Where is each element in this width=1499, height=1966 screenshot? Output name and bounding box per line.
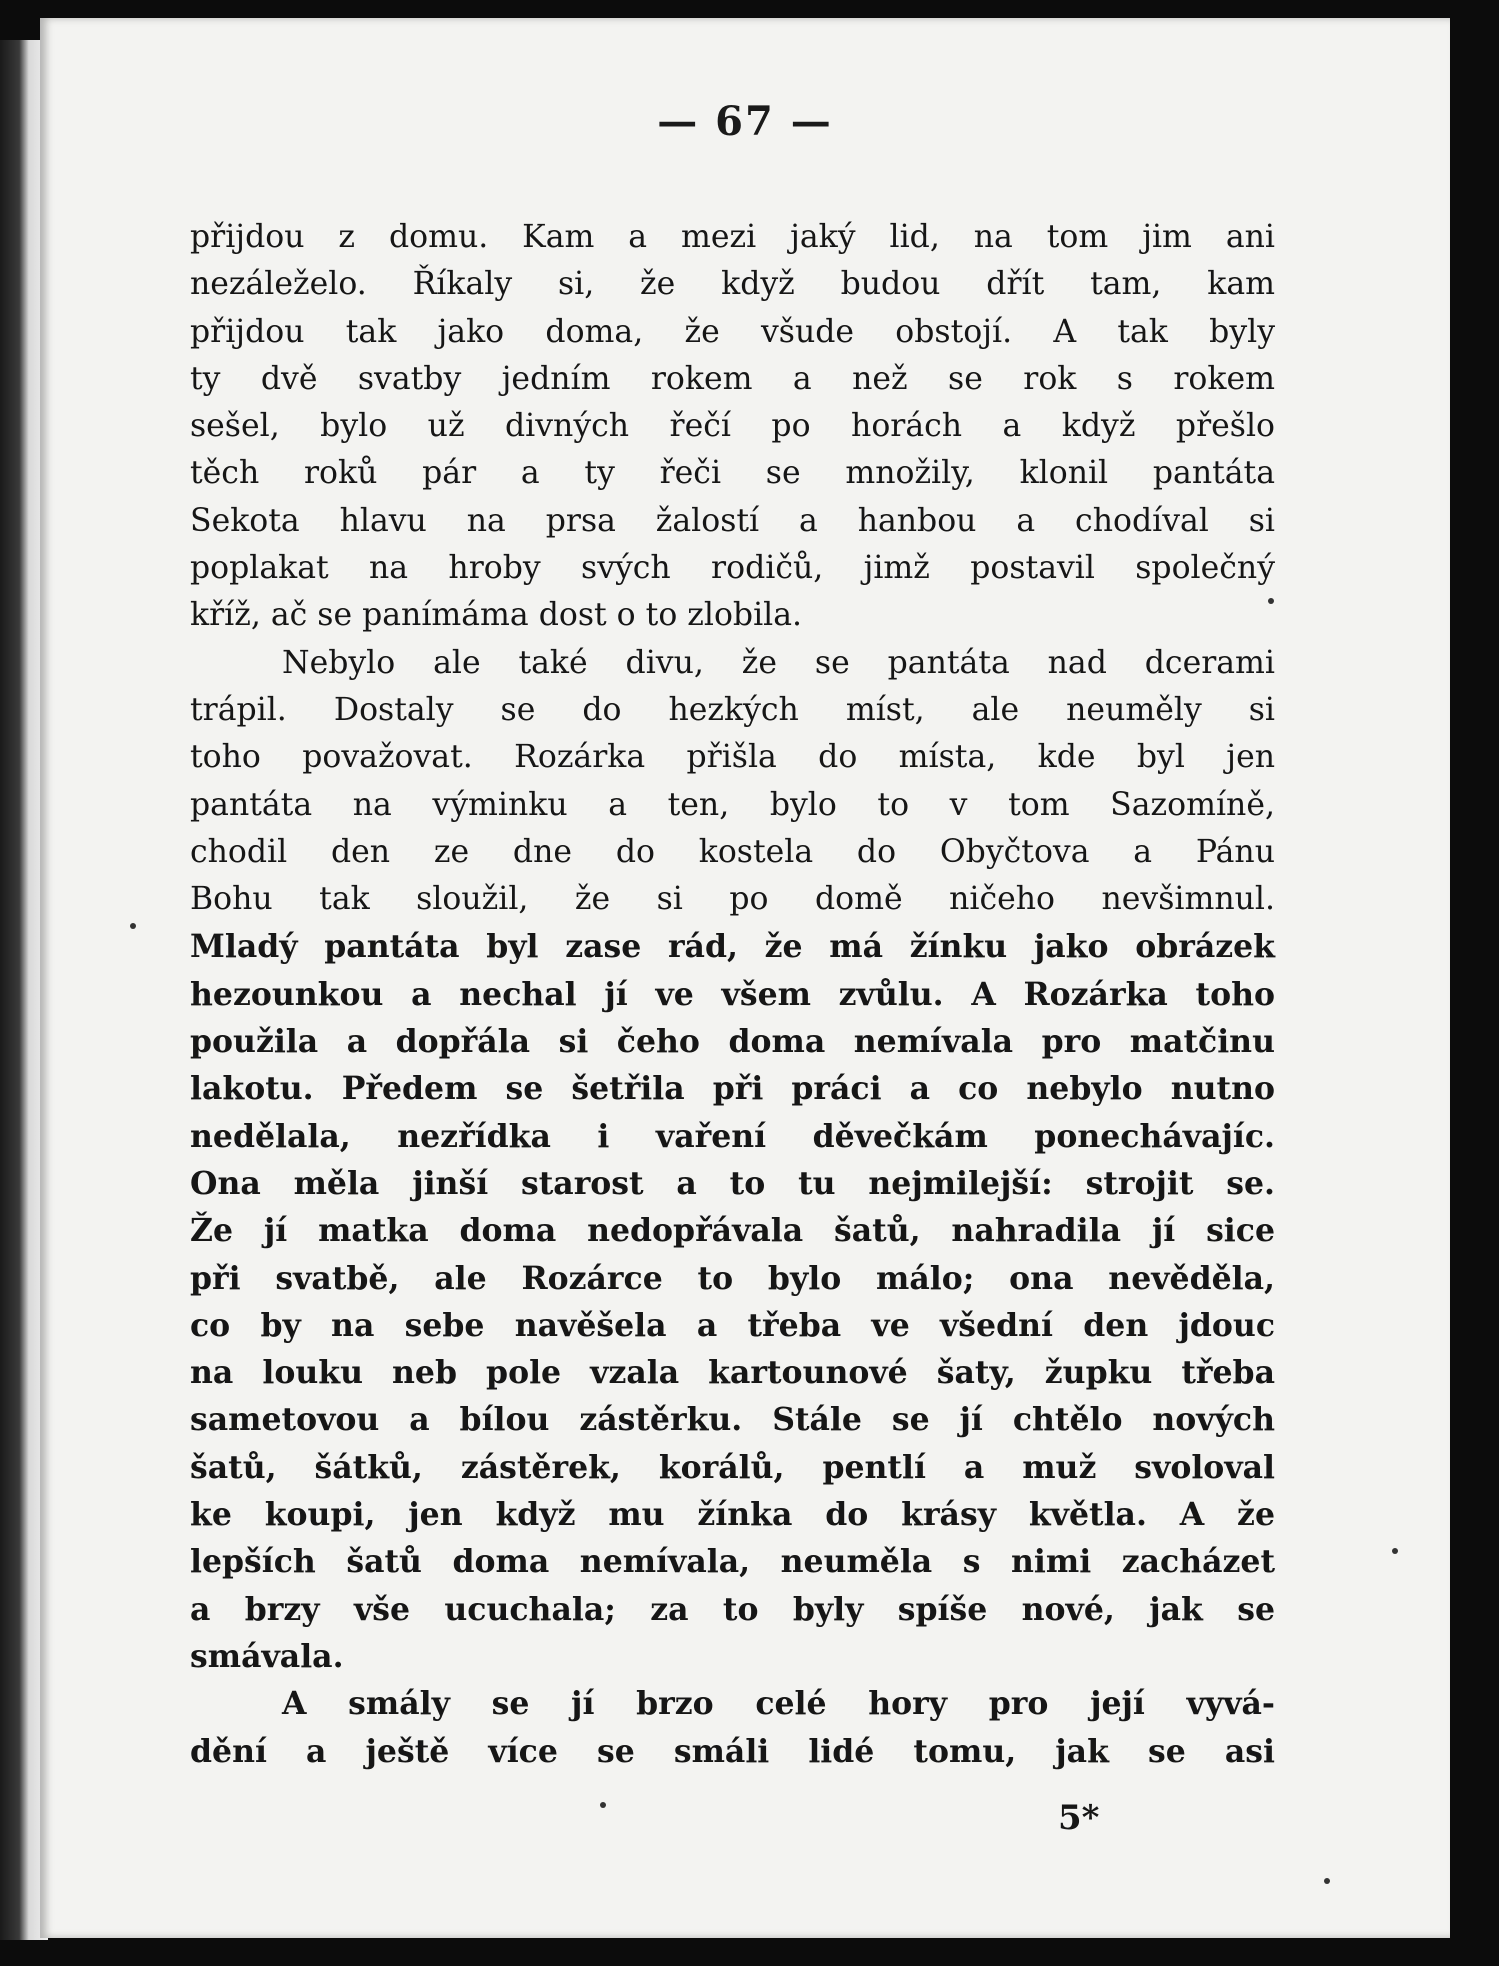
text-line: lakotu. Předem se šetřila při práci a co nebylo nutno bbox=[190, 1070, 1275, 1108]
text-line: co by na sebe navěšela a třeba ve všední den jdouc bbox=[190, 1306, 1275, 1344]
text-line: lepších šatů doma nemívala, neuměla s nimi zacházet bbox=[190, 1543, 1275, 1581]
text-line: na louku neb pole vzala kartounové šaty, župku třeba bbox=[190, 1354, 1275, 1392]
text-line: poplakat na hroby svých rodičů, jimž postavil společný bbox=[190, 550, 1275, 587]
scan-speck bbox=[1392, 1548, 1398, 1554]
text-line: přijdou tak jako doma, že všude obstojí. A tak byly bbox=[190, 313, 1275, 350]
body-text bbox=[190, 214, 1275, 1775]
text-line: pantáta na výminku a ten, bylo to v tom Sazomíně, bbox=[190, 786, 1275, 823]
text-line: šatů, šátků, zástěrek, korálů, pentlí a muž svoloval bbox=[190, 1448, 1275, 1486]
text-line: chodil den ze dne do kostela do Obyčtova a Pánu bbox=[190, 833, 1275, 870]
text-line: Sekota hlavu na prsa žalostí a hanbou a chodíval si bbox=[190, 502, 1275, 539]
scan-speck bbox=[600, 1802, 606, 1808]
scan-speck bbox=[1268, 598, 1274, 604]
text-line: přijdou z domu. Kam a mezi jaký lid, na tom jim ani bbox=[190, 219, 1275, 255]
text-line: hezounkou a nechal jí ve všem zvůlu. A Rozárka toho bbox=[190, 975, 1275, 1013]
text-line: použila a dopřála si čeho doma nemívala pro matčinu bbox=[190, 1023, 1275, 1061]
text-line: nezáleželo. Říkaly si, že když budou dřít tam, kam bbox=[190, 266, 1275, 303]
text-line: a brzy vše ucuchala; za to byly spíše nové, jak se bbox=[190, 1590, 1275, 1628]
text-line: kříž, ač se panímáma dost o to zlobila. bbox=[190, 597, 803, 634]
text-line: trápil. Dostaly se do hezkých míst, ale neuměly si bbox=[190, 691, 1275, 728]
text-line: dění a ještě více se smáli lidé tomu, jak se asi bbox=[190, 1732, 1275, 1770]
scan-speck bbox=[130, 923, 136, 929]
text-line: sešel, bylo už divných řečí po horách a když přešlo bbox=[190, 408, 1275, 445]
text-line: nedělala, nezřídka i vaření děvečkám ponechávajíc. bbox=[190, 1117, 1275, 1155]
text-line: ty dvě svatby jedním rokem a než se rok s rokem bbox=[190, 360, 1275, 397]
text-line: ke koupi, jen když mu žínka do krásy květla. A že bbox=[190, 1496, 1275, 1534]
text-line: Že jí matka doma nedopřávala šatů, nahradila jí sice bbox=[190, 1212, 1275, 1250]
page-number: — 67 — bbox=[657, 98, 833, 145]
text-line: sametovou a bílou zástěrku. Stále se jí chtělo nových bbox=[190, 1401, 1275, 1439]
scan-speck bbox=[1324, 1878, 1330, 1884]
text-line: při svatbě, ale Rozárce to bylo málo; ona nevěděla, bbox=[190, 1259, 1275, 1297]
text-line: Bohu tak sloužil, že si po domě ničeho nevšimnul. bbox=[190, 881, 1275, 918]
text-line: toho považovat. Rozárka přišla do místa, kde byl jen bbox=[190, 739, 1275, 776]
text-line: smávala. bbox=[190, 1637, 344, 1675]
text-line: Mladý pantáta byl zase rád, že má žínku jako obrázek bbox=[190, 928, 1275, 966]
book-page bbox=[40, 18, 1450, 1938]
signature-mark: 5* bbox=[1058, 1798, 1100, 1838]
text-line: Ona měla jinší starost a to tu nejmilejší: strojit se. bbox=[190, 1164, 1275, 1202]
text-line: těch roků pár a ty řeči se množily, klonil pantáta bbox=[190, 455, 1275, 492]
text-line: A smály se jí brzo celé hory pro její vyvá- bbox=[282, 1685, 1275, 1723]
text-line: Nebylo ale také divu, že se pantáta nad dcerami bbox=[282, 644, 1275, 681]
